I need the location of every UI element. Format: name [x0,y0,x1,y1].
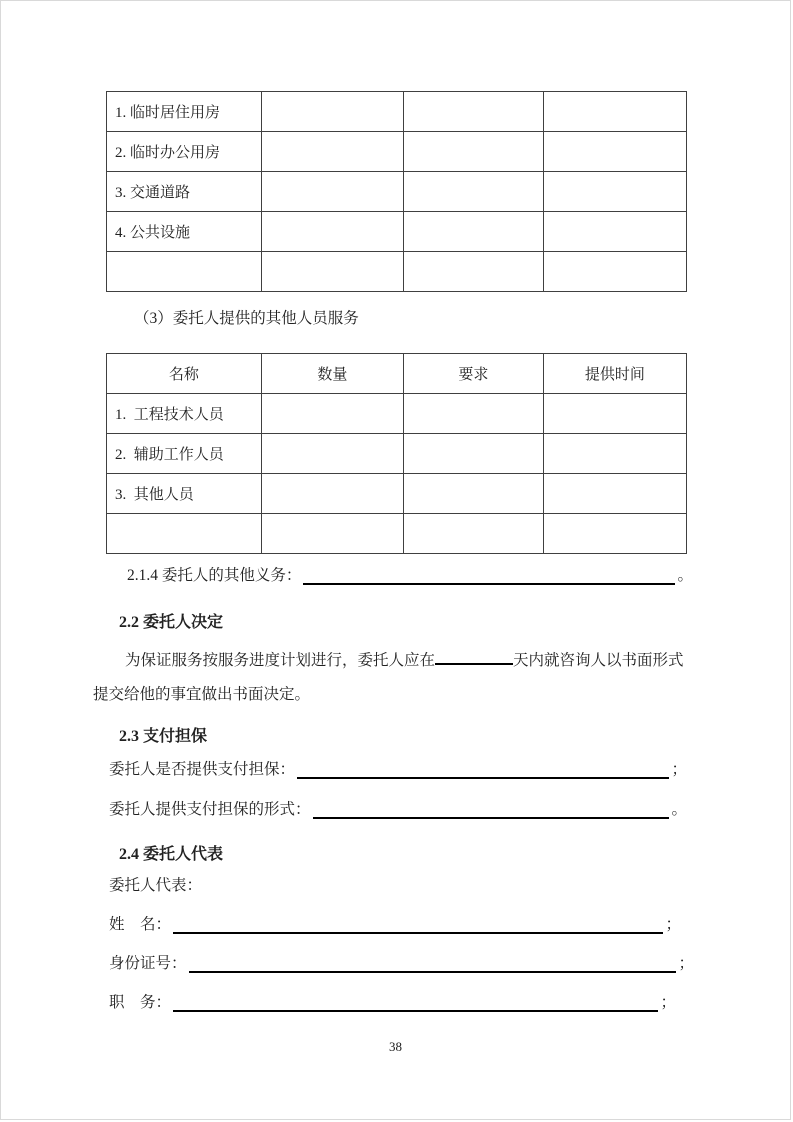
section-2-4-heading: 2.4 委托人代表 [119,846,224,863]
facilities-row-label: 3. 交通道路 [107,172,262,212]
table-row [107,394,687,434]
facilities-empty-cell[interactable] [543,252,686,292]
facilities-row-label: 1. 临时居住用房 [107,92,262,132]
para-after-blank: 天内就咨询人以书面形式 [513,652,684,669]
section-2-2-heading: 2.2 委托人决定 [119,614,224,631]
payment-guarantee-semicolon: ； [671,761,687,778]
facilities-empty-cell[interactable] [403,172,543,212]
facilities-row-label [107,252,262,292]
personnel-col-header: 名称 [107,354,262,394]
payment-guarantee-label: 委托人是否提供支付担保： [109,761,296,778]
facilities-empty-cell[interactable] [261,92,403,132]
name-field-label: 姓 名： [109,916,172,933]
facilities-empty-cell[interactable] [261,132,403,172]
table-row [107,474,687,514]
para-before-blank: 为保证服务按服务进度计划进行，委托人应在 [125,652,436,669]
job-title-field-semicolon: ； [660,994,676,1011]
payment-guarantee-blank[interactable] [297,759,669,779]
table-row [107,252,687,292]
client-representative-intro: 委托人代表： [109,877,203,894]
clause-2-1-4-period: 。 [677,567,693,584]
table-row [107,514,687,554]
table-row [107,92,687,132]
id-number-field-semicolon: ； [678,955,694,972]
personnel-row-label [107,514,262,554]
subsection-3-heading: （3）委托人提供的其他人员服务 [134,310,359,327]
facilities-row-label: 2. 临时办公用房 [107,132,262,172]
facilities-empty-cell[interactable] [261,172,403,212]
facilities-empty-cell[interactable] [543,172,686,212]
guarantee-form-label: 委托人提供支付担保的形式： [109,801,311,818]
id-number-field-label: 身份证号： [109,955,187,972]
facilities-empty-cell[interactable] [543,92,686,132]
facilities-row-label: 4. 公共设施 [107,212,262,252]
guarantee-form-period: 。 [671,801,687,818]
personnel-row-label: 2. 辅助工作人员 [107,434,262,474]
table-row [107,132,687,172]
personnel-empty-cell[interactable] [403,514,543,554]
facilities-empty-cell[interactable] [403,92,543,132]
personnel-empty-cell[interactable] [543,434,686,474]
days-blank[interactable] [435,663,513,665]
personnel-empty-cell[interactable] [261,514,403,554]
guarantee-form-blank[interactable] [313,799,670,819]
personnel-empty-cell[interactable] [403,394,543,434]
personnel-col-header: 数量 [261,354,403,394]
facilities-empty-cell[interactable] [403,252,543,292]
clause-2-1-4-label: 2.1.4 委托人的其他义务： [127,567,302,584]
name-blank[interactable] [173,914,663,934]
personnel-table [106,353,687,554]
personnel-empty-cell[interactable] [543,394,686,434]
name-field-semicolon: ； [665,916,681,933]
personnel-col-header: 提供时间 [543,354,686,394]
payment-guarantee-line-2 [109,797,687,819]
id-number-field-row [109,951,694,973]
table-row [107,212,687,252]
facilities-empty-cell[interactable] [261,252,403,292]
facilities-empty-cell[interactable] [261,212,403,252]
job-title-blank[interactable] [173,992,658,1012]
para-line2: 提交给他的事宜做出书面决定。 [93,686,311,703]
section-2-2-paragraph [93,644,705,712]
facilities-empty-cell[interactable] [403,132,543,172]
table-row [107,172,687,212]
other-obligations-blank[interactable] [303,565,675,585]
payment-guarantee-line-1 [109,757,687,779]
facilities-empty-cell[interactable] [543,212,686,252]
facilities-empty-cell[interactable] [543,132,686,172]
personnel-row-label: 1. 工程技术人员 [107,394,262,434]
personnel-empty-cell[interactable] [261,474,403,514]
personnel-empty-cell[interactable] [261,434,403,474]
page-number: 38 [389,1039,402,1054]
facilities-empty-cell[interactable] [403,212,543,252]
personnel-row-label: 3. 其他人员 [107,474,262,514]
table-header-row [107,354,687,394]
personnel-empty-cell[interactable] [543,514,686,554]
personnel-col-header: 要求 [403,354,543,394]
clause-2-1-4 [127,563,693,585]
id-number-blank[interactable] [189,953,677,973]
facilities-table [106,91,687,292]
personnel-empty-cell[interactable] [403,474,543,514]
name-field-row [109,912,681,934]
personnel-empty-cell[interactable] [261,394,403,434]
personnel-empty-cell[interactable] [403,434,543,474]
table-row [107,434,687,474]
job-title-field-row [109,990,676,1012]
section-2-3-heading: 2.3 支付担保 [119,728,208,745]
job-title-field-label: 职 务： [109,994,172,1011]
personnel-empty-cell[interactable] [543,474,686,514]
